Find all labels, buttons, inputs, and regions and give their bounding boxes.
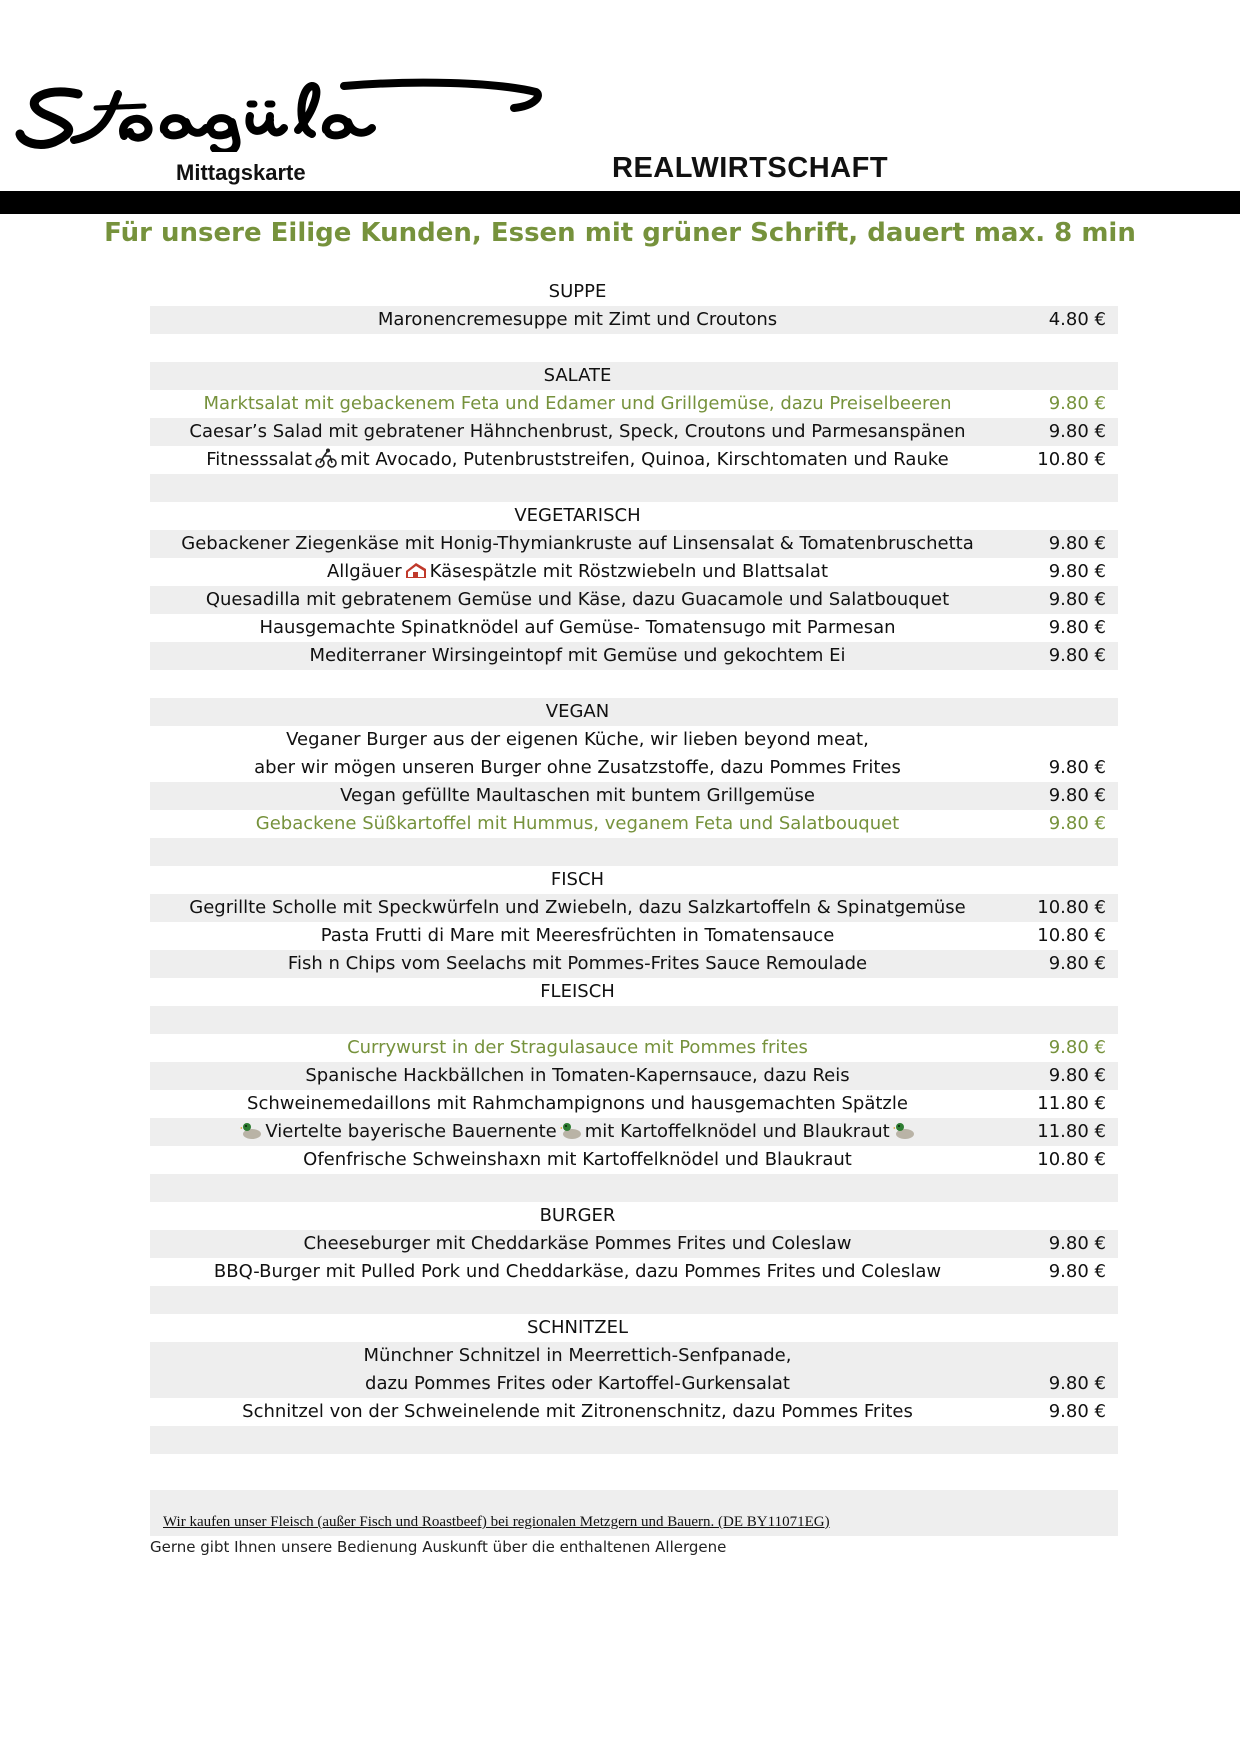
section-heading: FISCH — [550, 869, 605, 890]
section-heading: SALATE — [543, 365, 612, 386]
menu-item-row — [150, 558, 1118, 586]
dish-name: Marktsalat mit gebackenem Feta und Edamer und Grillgemüse, dazu Preiselbeeren — [203, 393, 952, 414]
dish-name-part: Viertelte bayerische Bauernente — [265, 1121, 557, 1142]
duck-icon — [560, 1120, 582, 1140]
dish-price: 9.80 € — [1048, 785, 1106, 806]
dish-price: 9.80 € — [1048, 589, 1106, 610]
dish-name: BBQ-Burger mit Pulled Pork und Cheddarkäse, dazu Pommes Frites und Coleslaw — [213, 1261, 942, 1282]
dish-price: 9.80 € — [1048, 1261, 1106, 1282]
section-heading-row — [150, 502, 1118, 530]
menu-item-row — [150, 782, 1118, 810]
dish-name — [150, 558, 1005, 586]
dish-name-part: Fitnesssalat — [206, 449, 313, 470]
dish-price: 10.80 € — [1037, 1149, 1106, 1170]
dish-name: Cheeseburger mit Cheddarkäse Pommes Frites und Coleslaw — [303, 1233, 852, 1254]
menu-item-row — [150, 1258, 1118, 1286]
menu-item-row — [150, 306, 1118, 334]
dish-price: 9.80 € — [1048, 393, 1106, 414]
menu-list — [150, 278, 1118, 1454]
spacer-row — [150, 1174, 1118, 1202]
section-heading-row — [150, 978, 1118, 1006]
stragula-logo — [14, 72, 544, 152]
restaurant-type: REALWIRTSCHAFT — [612, 152, 889, 184]
menu-item-row — [150, 810, 1118, 838]
menu-item-row — [150, 642, 1118, 670]
dish-name: Quesadilla mit gebratenem Gemüse und Käse, dazu Guacamole und Salatbouquet — [205, 589, 950, 610]
menu-item-row — [150, 726, 1118, 754]
menu-item-row — [150, 446, 1118, 474]
dish-name-part: mit Kartoffelknödel und Blaukraut — [584, 1121, 890, 1142]
dish-price: 9.80 € — [1048, 1065, 1106, 1086]
spacer-row — [150, 838, 1118, 866]
spacer-row — [150, 474, 1118, 502]
dish-price: 9.80 € — [1048, 953, 1106, 974]
dish-price: 9.80 € — [1048, 645, 1106, 666]
dish-name — [150, 446, 1005, 474]
dish-price: 10.80 € — [1037, 449, 1106, 470]
duck-icon — [893, 1120, 915, 1140]
dish-price: 4.80 € — [1048, 309, 1106, 330]
dish-price: 9.80 € — [1048, 421, 1106, 442]
dish-name-part: mit Avocado, Putenbruststreifen, Quinoa, Kirschtomaten und Rauke — [340, 449, 949, 470]
dish-name: Spanische Hackbällchen in Tomaten-Kapernsauce, dazu Reis — [305, 1065, 850, 1086]
section-heading-row — [150, 866, 1118, 894]
allergen-note: Gerne gibt Ihnen unsere Bedienung Auskunft über die enthaltenen Allergene — [150, 1538, 727, 1556]
dish-price: 9.80 € — [1048, 757, 1106, 778]
dish-name: Ofenfrische Schweinshaxn mit Kartoffelknödel und Blaukraut — [303, 1149, 852, 1170]
spacer-row — [150, 1426, 1118, 1454]
dish-name: Gebackene Süßkartoffel mit Hummus, veganem Feta und Salatbouquet — [255, 813, 900, 834]
duck-icon — [240, 1120, 262, 1140]
dish-name: Gebackener Ziegenkäse mit Honig-Thymiankruste auf Linsensalat & Tomatenbruschetta — [181, 533, 974, 554]
meat-sourcing-note: Wir kaufen unser Fleisch (außer Fisch und Roastbeef) bei regionalen Metzgern und Bauern. (DE BY11071EG) — [163, 1514, 830, 1530]
dish-price: 9.80 € — [1048, 617, 1106, 638]
menu-item-row — [150, 1062, 1118, 1090]
dish-price: 10.80 € — [1037, 897, 1106, 918]
dish-price: 9.80 € — [1048, 1373, 1106, 1394]
dish-price: 9.80 € — [1048, 1233, 1106, 1254]
dish-name: Münchner Schnitzel in Meerrettich-Senfpanade, — [363, 1345, 792, 1366]
menu-item-row — [150, 418, 1118, 446]
menu-item-row — [150, 586, 1118, 614]
dish-price: 9.80 € — [1048, 813, 1106, 834]
section-heading-row — [150, 1314, 1118, 1342]
menu-item-row — [150, 1342, 1118, 1370]
dish-name: Vegan gefüllte Maultaschen mit buntem Grillgemüse — [340, 785, 815, 806]
dish-price: 9.80 € — [1048, 1401, 1106, 1422]
section-heading: VEGETARISCH — [514, 505, 641, 526]
dish-name: aber wir mögen unseren Burger ohne Zusatzstoffe, dazu Pommes Frites — [254, 757, 901, 778]
dish-name-part: Käsespätzle mit Röstzwiebeln und Blattsalat — [429, 561, 829, 582]
spacer-row — [150, 670, 1118, 698]
dish-name: Gegrillte Scholle mit Speckwürfeln und Zwiebeln, dazu Salzkartoffeln & Spinatgemüse — [189, 897, 966, 918]
section-heading-row — [150, 1202, 1118, 1230]
dish-name: Pasta Frutti di Mare mit Meeresfrüchten in Tomatensauce — [320, 925, 835, 946]
dish-name: Schweinemedaillons mit Rahmchampignons und hausgemachten Spätzle — [247, 1093, 908, 1114]
dish-name: Maronencremesuppe mit Zimt und Croutons — [377, 309, 778, 330]
fast-food-notice: Für unsere Eilige Kunden, Essen mit grüner Schrift, dauert max. 8 min — [104, 218, 1136, 248]
section-heading: SCHNITZEL — [526, 1317, 629, 1338]
dish-price: 10.80 € — [1037, 925, 1106, 946]
menu-item-row — [150, 1146, 1118, 1174]
dish-name: Schnitzel von der Schweinelende mit Zitronenschnitz, dazu Pommes Frites — [242, 1401, 913, 1422]
dish-price: 9.80 € — [1048, 561, 1106, 582]
alpine-hut-icon — [405, 560, 427, 580]
spacer-row — [150, 1006, 1118, 1034]
menu-item-row — [150, 614, 1118, 642]
section-heading-row — [150, 362, 1118, 390]
cyclist-icon — [315, 448, 337, 468]
section-heading-row — [150, 278, 1118, 306]
menu-item-row — [150, 390, 1118, 418]
menu-item-row — [150, 1230, 1118, 1258]
dish-name: Hausgemachte Spinatknödel auf Gemüse- Tomatensugo mit Parmesan — [259, 617, 896, 638]
menu-item-row — [150, 1090, 1118, 1118]
menu-item-row — [150, 950, 1118, 978]
menu-item-row — [150, 1118, 1118, 1146]
section-heading: FLEISCH — [540, 981, 615, 1002]
spacer-row — [150, 1286, 1118, 1314]
dish-name-part: Allgäuer — [326, 561, 402, 582]
dish-name — [150, 1118, 1005, 1146]
dish-price: 11.80 € — [1037, 1093, 1106, 1114]
dish-price: 11.80 € — [1037, 1121, 1106, 1142]
dish-name: Fish n Chips vom Seelachs mit Pommes-Frites Sauce Remoulade — [287, 953, 868, 974]
dish-price: 9.80 € — [1048, 1037, 1106, 1058]
section-heading-row — [150, 698, 1118, 726]
menu-item-row — [150, 1034, 1118, 1062]
dish-price: 9.80 € — [1048, 533, 1106, 554]
menu-item-row — [150, 1370, 1118, 1398]
section-heading: SUPPE — [548, 281, 607, 302]
menu-item-row — [150, 894, 1118, 922]
menu-item-row — [150, 1398, 1118, 1426]
menu-item-row — [150, 922, 1118, 950]
dish-name: Mediterraner Wirsingeintopf mit Gemüse und gekochtem Ei — [309, 645, 846, 666]
section-heading: BURGER — [539, 1205, 616, 1226]
dish-name: dazu Pommes Frites oder Kartoffel-Gurkensalat — [365, 1373, 790, 1394]
spacer-row — [150, 334, 1118, 362]
dish-name: Currywurst in der Stragulasauce mit Pommes frites — [347, 1037, 808, 1058]
section-heading: VEGAN — [545, 701, 610, 722]
dish-name: Caesar’s Salad mit gebratener Hähnchenbrust, Speck, Croutons und Parmesanspänen — [189, 421, 966, 442]
menu-subtitle: Mittagskarte — [176, 160, 306, 185]
header-divider — [0, 191, 1240, 214]
menu-item-row — [150, 754, 1118, 782]
menu-item-row — [150, 530, 1118, 558]
dish-name: Veganer Burger aus der eigenen Küche, wir lieben beyond meat, — [286, 729, 869, 750]
